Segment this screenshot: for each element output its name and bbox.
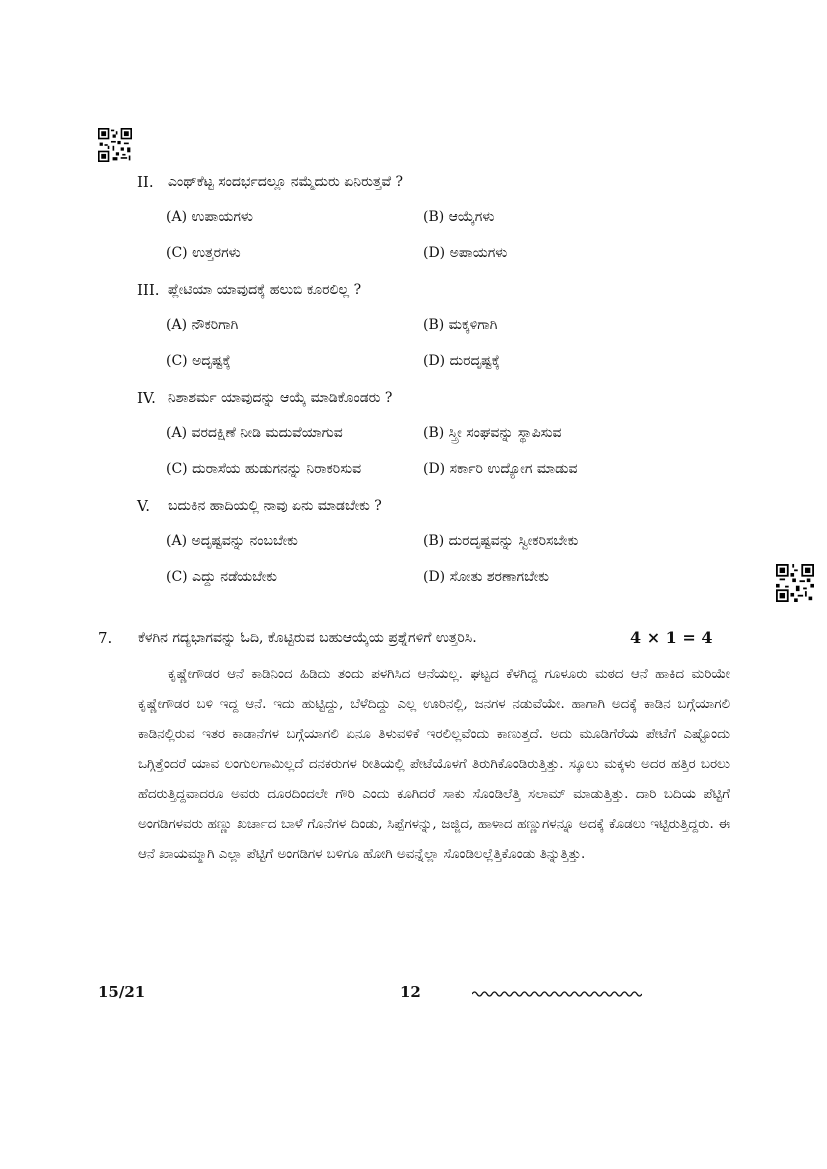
option-c: (C) ಎದ್ದು ನಡೆಯಬೇಕು <box>166 569 278 585</box>
option-d: (D) ಸೋತು ಶರಣಾಗಬೇಕು <box>423 569 550 585</box>
option-a: (A) ಉಪಾಯಗಳು <box>166 209 253 225</box>
page-number: 12 <box>400 983 421 1001</box>
option-b: (B) ಮಕ್ಕಳಿಗಾಗಿ <box>423 317 498 333</box>
option-d: (D) ದುರದೃಷ್ಟಕ್ಕೆ <box>423 353 500 369</box>
question-7-instruction: ಕೆಳಗಿನ ಗದ್ಯಭಾಗವನ್ನು ಓದಿ, ಕೊಟ್ಟಿರುವ ಬಹುಆಯ್ಕೆಯ ಪ್ರಶ್ನೆಗಳಿಗೆ ಉತ್ತರಿಸಿ. <box>138 630 477 646</box>
wavy-line-decoration <box>472 989 642 999</box>
question-text: ನಿಶಾಶರ್ಮ ಯಾವುದನ್ನು ಆಯ್ಕೆ ಮಾಡಿಕೊಂಡರು ? <box>168 390 393 406</box>
option-b: (B) ದುರದೃಷ್ಟವನ್ನು ಸ್ವೀಕರಿಸಬೇಕು <box>423 533 579 549</box>
question-7-number: 7. <box>98 629 113 647</box>
option-d: (D) ಸರ್ಕಾರಿ ಉದ್ಯೋಗ ಮಾಡುವ <box>423 461 578 477</box>
question-text: ಎಂಥ್‌ಕೆಟ್ಟ ಸಂದರ್ಭದಲ್ಲೂ ನಮ್ಮೆದುರು ಏನಿರುತ್ತವೆ ? <box>168 174 404 190</box>
question-text: ಪ್ಲೇಟಿಯಾ ಯಾವುದಕ್ಕೆ ಹಲುಬಿ ಕೂರಲಿಲ್ಲ ? <box>168 282 362 298</box>
question-number: IV. <box>137 389 156 407</box>
question-number: V. <box>137 497 150 515</box>
option-b: (B) ಆಯ್ಕೆಗಳು <box>423 209 495 225</box>
option-a: (A) ಅದೃಷ್ಟವನ್ನು ನಂಬಬೇಕು <box>166 533 298 549</box>
passage-text: ಕೃಷ್ಣೇಗೌಡರ ಆನೆ ಕಾಡಿನಿಂದ ಹಿಡಿದು ತಂದು ಪಳಗಿಸಿದ ಆನೆಯಲ್ಲ. ಘಟ್ಟದ ಕೆಳಗಿದ್ದ ಗೂಳೂರು ಮಠದ ಆನೆ ಹಾಕಿದ ಮರಿಯೇ ಕೃಷ್ಣೇಗೌಡರ ಬಳಿ ಇದ್ದ ಆನೆ. ಇದು ಹುಟ್ಟಿದ್ದು, ಬೆಳೆದಿದ್ದು ಎಲ್ಲ ಊರಿನಲ್ಲಿ, ಜನಗಳ ನಡುವೆಯೇ. ಹಾಗಾಗಿ ಅದಕ್ಕೆ ಕಾಡಿನ ಬಗ್ಗೆಯಾಗಲಿ ಕಾಡಿನಲ್ಲಿರುವ ಇತರ ಕಾಡಾನೆಗಳ ಬಗ್ಗೆಯಾಗಲಿ ಏನೂ ತಿಳುವಳಿಕೆ ಇರಲಿಲ್ಲವೆಂದು ಕಾಣುತ್ತದೆ. ಅದು ಮೂಡಿಗೆರೆಯ ಪೇಟೆಗೆ ಎಷ್ಟೊಂದು ಒಗ್ಗಿತ್ತೆಂದರೆ ಯಾವ ಲಂಗುಲಗಾಮಿಲ್ಲದೆ ದನಕರುಗಳ ರೀತಿಯಲ್ಲಿ ಪೇಟೆಯೊಳಗೆ ತಿರುಗಿಕೊಂಡಿರುತ್ತಿತ್ತು. ಸ್ಕೂಲು ಮಕ್ಕಳು ಅದರ ಹತ್ತಿರ ಬರಲು ಹೆದರುತ್ತಿದ್ದವಾದರೂ ಅವರು ದೂರದಿಂದಲೇ ಗೌರಿ ಎಂದು ಕೂಗಿದರೆ ಸಾಕು ಸೊಂಡಿಲೆತ್ತಿ ಸಲಾಮ್ ಮಾಡುತ್ತಿತ್ತು. ದಾರಿ ಬದಿಯ ಪೆಟ್ಟಿಗೆ ಅಂಗಡಿಗಳವರು ಹಣ್ಣು ಖರ್ಚಾದ ಬಾಳೆ ಗೊನೆಗಳ ದಿಂಡು, ಸಿಪ್ಪೆಗಳನ್ನು, ಜಜ್ಜಿದ, ಹಾಳಾದ ಹಣ್ಣುಗಳನ್ನೂ ಅದಕ್ಕೆ ಕೊಡಲು ಇಟ್ಟಿರುತ್ತಿದ್ದರು. ಈ ಆನೆ ಖಾಯಮ್ಮಾಗಿ ಎಲ್ಲಾ ಪೆಟ್ಟಿಗೆ ಅಂಗಡಿಗಳ ಬಳಿಗೂ ಹೋಗಿ ಅವನ್ನೆಲ್ಲಾ ಸೊಂಡಿಲಲ್ಲೆತ್ತಿಕೊಂಡು ತಿನ್ನುತ್ತಿತ್ತು. <box>138 667 730 862</box>
question-text: ಬದುಕಿನ ಹಾದಿಯಲ್ಲಿ ನಾವು ಏನು ಮಾಡಬೇಕು ? <box>168 498 382 514</box>
option-c: (C) ದುರಾಸೆಯ ಹುಡುಗನನ್ನು ನಿರಾಕರಿಸುವ <box>166 461 362 477</box>
paper-code: 15/21 <box>98 983 146 1001</box>
option-a: (A) ನೌಕರಿಗಾಗಿ <box>166 317 239 333</box>
qr-code-icon <box>776 564 814 602</box>
qr-code-icon <box>98 128 132 162</box>
option-a: (A) ವರದಕ್ಷಿಣೆ ನೀಡಿ ಮದುವೆಯಾಗುವ <box>166 425 343 441</box>
question-number: II. <box>137 173 154 191</box>
marks-label: 4 × 1 = 4 <box>630 628 713 647</box>
question-number: III. <box>137 281 160 299</box>
option-d: (D) ಅಪಾಯಗಳು <box>423 245 508 261</box>
option-c: (C) ಉತ್ತರಗಳು <box>166 245 241 261</box>
option-c: (C) ಅದೃಷ್ಟಕ್ಕೆ <box>166 353 231 369</box>
option-b: (B) ಸ್ತ್ರೀ ಸಂಘವನ್ನು ಸ್ಥಾಪಿಸುವ <box>423 425 562 441</box>
